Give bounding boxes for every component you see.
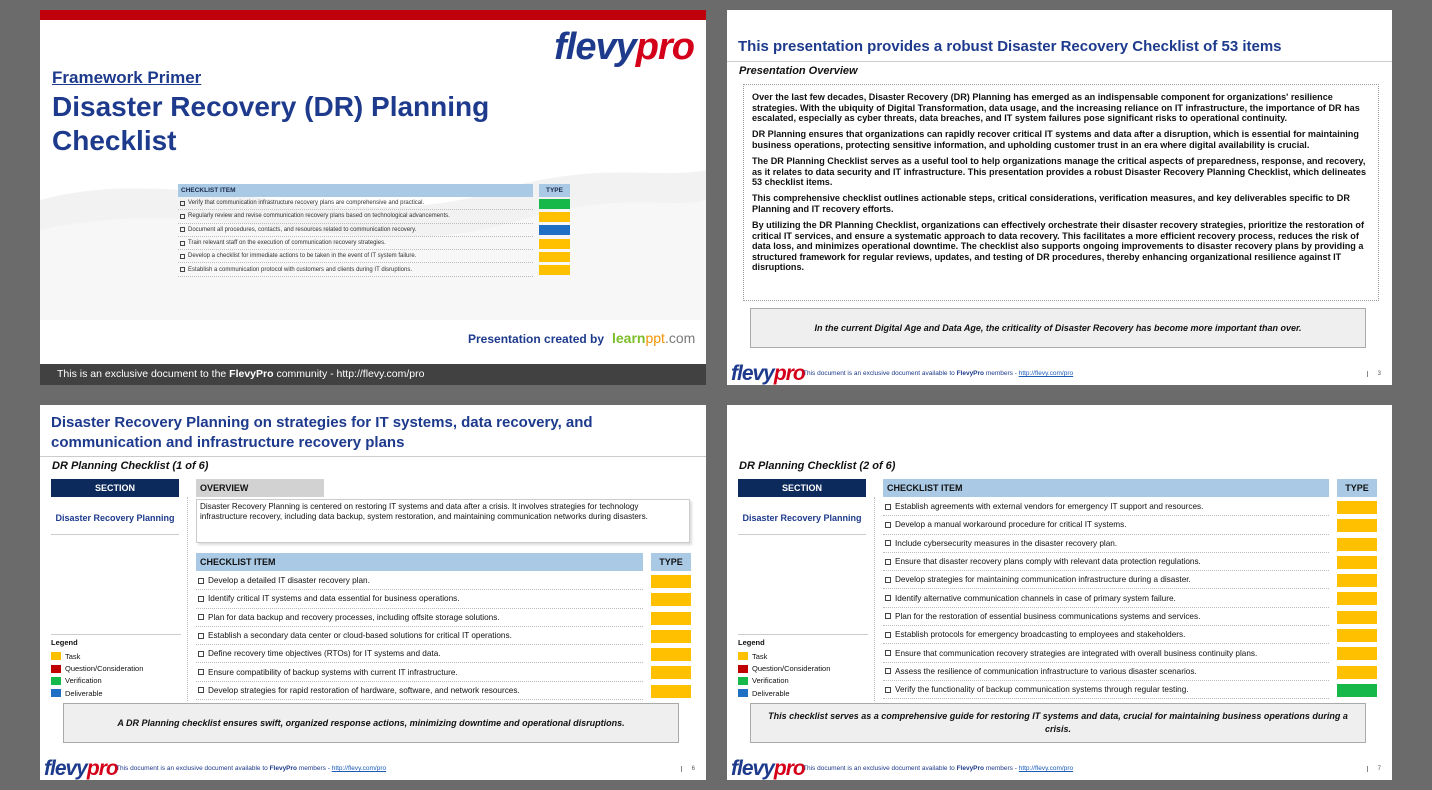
page-number: 7: [1367, 766, 1381, 772]
item-label: Plan for data backup and recovery processes, including offsite storage solutions.: [208, 612, 500, 622]
column-separator: [187, 497, 188, 701]
checklist-item-text: [883, 571, 1329, 589]
item-label: Assess the resilience of communication infrastructure to various disaster scenarios.: [895, 666, 1197, 676]
table-row: [883, 663, 1377, 681]
item-label: Document all procedures, contacts, and resources related to communication recovery.: [188, 226, 417, 233]
type-swatch: [651, 648, 691, 661]
checklist-item-text: [196, 572, 643, 590]
slide-footer: [40, 755, 706, 780]
type-swatch: [1337, 629, 1377, 642]
checklist-item-text: [883, 589, 1329, 607]
checkbox-icon: [198, 614, 204, 620]
table-row: [883, 681, 1377, 699]
slide-checklist-1: [40, 405, 706, 780]
table-row: [883, 589, 1377, 607]
checklist-item-text: [196, 682, 643, 700]
checkbox-icon: [198, 596, 204, 602]
footer-text: This document is an exclusive document available to FlevyPro members - http://flevy.com/pro: [116, 765, 387, 772]
table-row: [883, 553, 1377, 571]
type-swatch: [539, 252, 570, 262]
legend: [738, 634, 868, 700]
checklist-item-text: [883, 681, 1329, 699]
type-swatch: [651, 612, 691, 625]
type-swatch: [539, 225, 570, 235]
flevypro-logo: flevypro: [44, 757, 118, 780]
checklist-item-text: [883, 626, 1329, 644]
checklist-item-text: [883, 608, 1329, 626]
checklist-item-text: [883, 644, 1329, 662]
table-row: [196, 645, 691, 663]
flevypro-logo: flevypro: [731, 362, 805, 385]
item-label: Establish agreements with external vendors for emergency IT support and resources.: [895, 502, 1204, 512]
column-separator: [874, 497, 875, 701]
checkbox-icon: [885, 595, 891, 601]
checklist-item-text: [178, 250, 533, 263]
legend-title: Legend: [738, 638, 765, 647]
type-swatch: [1337, 574, 1377, 587]
table-row: [196, 609, 691, 627]
item-label: Ensure that communication recovery strategies are integrated with overall business continuity plans.: [895, 648, 1258, 658]
table-row: [196, 627, 691, 645]
legend-swatch: [738, 665, 748, 673]
checklist-item-text: [196, 663, 643, 681]
legend-swatch: [738, 677, 748, 685]
checklist-item-text: [883, 553, 1329, 571]
slide-subtitle: DR Planning Checklist (2 of 6): [739, 460, 896, 472]
type-header: TYPE: [1337, 479, 1377, 497]
type-swatch: [1337, 666, 1377, 679]
item-label: Include cybersecurity measures in the disaster recovery plan.: [895, 538, 1118, 548]
preview-checklist-table: [178, 184, 570, 277]
checklist-item-text: [178, 237, 533, 250]
legend-swatch: [738, 689, 748, 697]
overview-text-box: [743, 84, 1379, 301]
item-label: Ensure that disaster recovery plans comply with relevant data protection regulations.: [895, 557, 1201, 567]
top-red-bar: [40, 10, 706, 20]
type-swatch: [651, 593, 691, 606]
checklist-item-text: [196, 627, 643, 645]
checklist-item-text: [883, 498, 1329, 516]
legend-label: Task: [65, 651, 81, 661]
legend-label: Deliverable: [65, 688, 103, 698]
checklist-item-text: [196, 645, 643, 663]
overview-header: OVERVIEW: [196, 479, 324, 497]
checklist-rows: [196, 572, 691, 700]
paragraph: By utilizing the DR Planning Checklist, organizations can effectively orchestrate their disaster recovery strategies, prioritize the restoration of critical IT services, and ensure a systematic approach to data recovery. This facilitates a more efficient recovery process, reduces the risk of data loss, and minimizes operational downtime. The checklist also supports ongoing improvements to disaster recovery plans by providing a structured framework for regular reviews, updates, and testing of DR procedures, thereby enhancing organizational resilience against IT disruptions.: [752, 219, 1364, 273]
checklist-header: CHECKLIST ITEM: [196, 553, 643, 571]
checkbox-icon: [885, 613, 891, 619]
item-label: Develop strategies for rapid restoration of hardware, software, and network resources.: [208, 685, 520, 695]
checklist-item-text: [883, 535, 1329, 553]
checkbox-icon: [885, 650, 891, 656]
legend: [51, 634, 181, 700]
checkbox-icon: [885, 504, 891, 510]
table-row: [178, 263, 570, 276]
type-swatch: [1337, 592, 1377, 605]
item-label: Plan for the restoration of essential business communications systems and services.: [895, 611, 1201, 621]
checklist-item-text: [883, 663, 1329, 681]
checklist-item-text: [196, 590, 643, 608]
checklist-rows: [883, 498, 1377, 699]
checkbox-icon: [198, 651, 204, 657]
legend-item: [738, 650, 868, 662]
type-swatch: [651, 575, 691, 588]
checklist-item-text: [178, 210, 533, 223]
type-swatch: [1337, 501, 1377, 514]
checkbox-icon: [198, 633, 204, 639]
item-label: Develop a detailed IT disaster recovery plan.: [208, 576, 370, 586]
type-swatch: [651, 630, 691, 643]
paragraph: Over the last few decades, Disaster Recovery (DR) Planning has emerged as an indispensable component for organizations' resilience strategies. With the ubiquity of Digital Transformation, data usage, and the increasing reliance on IT infrastructure, the importance of DR has escalated, especially as cyber threats, data breaches, and IT system failures pose significant risks to operational continuity.: [752, 92, 1360, 124]
divider: [727, 61, 1392, 62]
created-by-label: Presentation created by: [468, 332, 605, 346]
checklist-item-text: [178, 224, 533, 237]
column-header-checklist: CHECKLIST ITEM: [178, 184, 533, 197]
legend-item: [738, 687, 868, 699]
checkbox-icon: [885, 668, 891, 674]
table-row: [883, 571, 1377, 589]
legend-label: Task: [752, 651, 768, 661]
legend-item: [51, 687, 181, 699]
table-row: [178, 224, 570, 237]
type-swatch: [1337, 684, 1377, 697]
table-row: [196, 572, 691, 590]
footer-link[interactable]: http://flevy.com/pro: [331, 765, 387, 772]
overview-text: Disaster Recovery Planning is centered on restoring IT systems and data after a crisis. It involves strategies for technology infrastructure recovery, including data backup, system restoration, and maintaining communication networks during disasters.: [196, 499, 690, 543]
checkbox-icon: [885, 632, 891, 638]
table-row: [178, 237, 570, 250]
paragraph: The DR Planning Checklist serves as a useful tool to help organizations manage the critical aspects of preparedness, response, and recovery, as it relates to data security and IT infrastructure. This presentation provides a robust Disaster Recovery Planning Checklist, which delineates 53 checklist items.: [752, 155, 1367, 188]
slide-subtitle: DR Planning Checklist (1 of 6): [52, 460, 209, 472]
table-row: [178, 210, 570, 223]
slide-title: [40, 10, 706, 385]
item-label: Verify the functionality of backup communication systems through regular testing.: [895, 685, 1189, 695]
callout-note: In the current Digital Age and Data Age, the criticality of Disaster Recovery has become more important than over.: [750, 308, 1366, 348]
slide-footer: [727, 360, 1392, 385]
flevypro-logo: flevypro: [554, 26, 694, 68]
checkbox-icon: [885, 522, 891, 528]
callout-note: This checklist serves as a comprehensive guide for restoring IT systems and data, crucial for maintaining business operations during a crisis.: [750, 703, 1366, 743]
page-number: 6: [681, 766, 695, 772]
legend-label: Verification: [65, 676, 102, 686]
slide-footer: [727, 755, 1392, 780]
legend-label: Question/Consideration: [752, 664, 831, 674]
checklist-item-text: [883, 516, 1329, 534]
item-label: Establish a communication protocol with customers and clients during IT disruptions.: [188, 266, 412, 273]
checkbox-icon: [198, 669, 204, 675]
checklist-item-text: [178, 197, 533, 210]
paragraph: DR Planning ensures that organizations can rapidly recover critical IT systems and data after a disruption, which is essential for maintaining business operations, protecting sensitive information, and upholding customer trust in an era where digital availability is crucial.: [752, 129, 1359, 150]
divider: [40, 456, 706, 457]
checkbox-icon: [198, 578, 204, 584]
table-row: [883, 626, 1377, 644]
legend-label: Verification: [752, 676, 789, 686]
slide-footer: This is an exclusive document to the FlevyPro community - http://flevy.com/pro: [40, 364, 706, 385]
legend-swatch: [51, 677, 61, 685]
callout-note: A DR Planning checklist ensures swift, organized response actions, minimizing downtime and operational disruptions.: [63, 703, 679, 743]
table-row: [196, 590, 691, 608]
legend-item: [738, 675, 868, 687]
item-label: Identify critical IT systems and data essential for business operations.: [208, 594, 460, 604]
column-header-type: TYPE: [539, 184, 570, 197]
section-name: Disaster Recovery Planning: [738, 501, 866, 535]
slide-title-text: Disaster Recovery (DR) Planning Checklist: [52, 91, 490, 156]
framework-label: Framework Primer: [52, 68, 202, 87]
checkbox-icon: [180, 254, 185, 259]
legend-label: Question/Consideration: [65, 664, 144, 674]
type-swatch: [1337, 647, 1377, 660]
legend-title: Legend: [51, 638, 78, 647]
legend-swatch: [51, 689, 61, 697]
item-label: Develop a manual workaround procedure for critical IT systems.: [895, 520, 1127, 530]
section-name: Disaster Recovery Planning: [51, 501, 179, 535]
checklist-item-text: [196, 609, 643, 627]
legend-swatch: [51, 652, 61, 660]
section-header: SECTION: [738, 479, 866, 497]
item-label: Establish protocols for emergency broadcasting to employees and stakeholders.: [895, 630, 1186, 640]
checklist-header: CHECKLIST ITEM: [883, 479, 1329, 497]
table-row: [883, 516, 1377, 534]
type-swatch: [539, 212, 570, 222]
checkbox-icon: [885, 687, 891, 693]
footer-link[interactable]: http://flevy.com/pro: [1018, 370, 1074, 377]
checkbox-icon: [198, 687, 204, 693]
type-swatch: [1337, 519, 1377, 532]
checkbox-icon: [885, 559, 891, 565]
footer-link[interactable]: http://flevy.com/pro: [1018, 765, 1074, 772]
item-label: Develop a checklist for immediate actions to be taken in the event of IT system failure.: [188, 253, 417, 260]
item-label: Train relevant staff on the execution of communication recovery strategies.: [188, 240, 386, 247]
type-swatch: [539, 239, 570, 249]
slide-title-text: Disaster Recovery Planning on strategies for IT systems, data recovery, and communication and infrastructure recovery plans: [51, 414, 593, 451]
table-row: [178, 250, 570, 263]
table-row: [883, 608, 1377, 626]
item-label: Develop strategies for maintaining communication infrastructure during a disaster.: [895, 575, 1191, 585]
section-header: SECTION: [51, 479, 179, 497]
slide-overview: [727, 10, 1392, 385]
checkbox-icon: [180, 214, 185, 219]
flevypro-logo: flevypro: [731, 757, 805, 780]
type-swatch: [1337, 556, 1377, 569]
legend-item: [51, 650, 181, 662]
legend-label: Deliverable: [752, 688, 790, 698]
slide-checklist-2: [727, 405, 1392, 780]
item-label: Establish a secondary data center or cloud-based solutions for critical IT operations.: [208, 631, 512, 641]
checkbox-icon: [180, 227, 185, 232]
footer-text: This document is an exclusive document available to FlevyPro members - http://flevy.com/pro: [803, 765, 1074, 772]
checkbox-icon: [180, 201, 185, 206]
type-swatch: [1337, 538, 1377, 551]
item-label: Identify alternative communication channels in case of primary system failure.: [895, 593, 1176, 603]
type-swatch: [1337, 611, 1377, 624]
legend-item: [51, 675, 181, 687]
table-row: [196, 663, 691, 681]
checkbox-icon: [885, 577, 891, 583]
type-swatch: [651, 685, 691, 698]
item-label: Verify that communication infrastructure recovery plans are comprehensive and practical.: [188, 200, 425, 207]
table-row: [178, 197, 570, 210]
legend-item: [51, 662, 181, 674]
paragraph: This comprehensive checklist outlines actionable steps, critical considerations, verification measures, and key deliverables specific to DR Planning and IT recovery efforts.: [752, 193, 1350, 214]
table-row: [883, 535, 1377, 553]
table-row: [196, 682, 691, 700]
type-swatch: [539, 265, 570, 275]
item-label: Ensure compatibility of backup systems with current IT infrastructure.: [208, 667, 458, 677]
slide-title-text: This presentation provides a robust Disaster Recovery Checklist of 53 items: [738, 38, 1282, 55]
checkbox-icon: [885, 540, 891, 546]
learnppt-logo: learnppt.com: [612, 330, 696, 346]
checklist-item-text: [178, 263, 533, 276]
type-swatch: [651, 666, 691, 679]
checkbox-icon: [180, 241, 185, 246]
item-label: Define recovery time objectives (RTOs) for IT systems and data.: [208, 649, 441, 659]
footer-text: This document is an exclusive document available to FlevyPro members - http://flevy.com/pro: [803, 370, 1074, 377]
type-swatch: [539, 199, 570, 209]
legend-item: [738, 662, 868, 674]
type-header: TYPE: [651, 553, 691, 571]
legend-swatch: [738, 652, 748, 660]
legend-swatch: [51, 665, 61, 673]
slide-subtitle: Presentation Overview: [739, 65, 858, 77]
page-number: 3: [1367, 371, 1381, 377]
checkbox-icon: [180, 267, 185, 272]
table-row: [883, 498, 1377, 516]
table-row: [883, 644, 1377, 662]
item-label: Regularly review and revise communication recovery plans based on technological advancements.: [188, 213, 450, 220]
